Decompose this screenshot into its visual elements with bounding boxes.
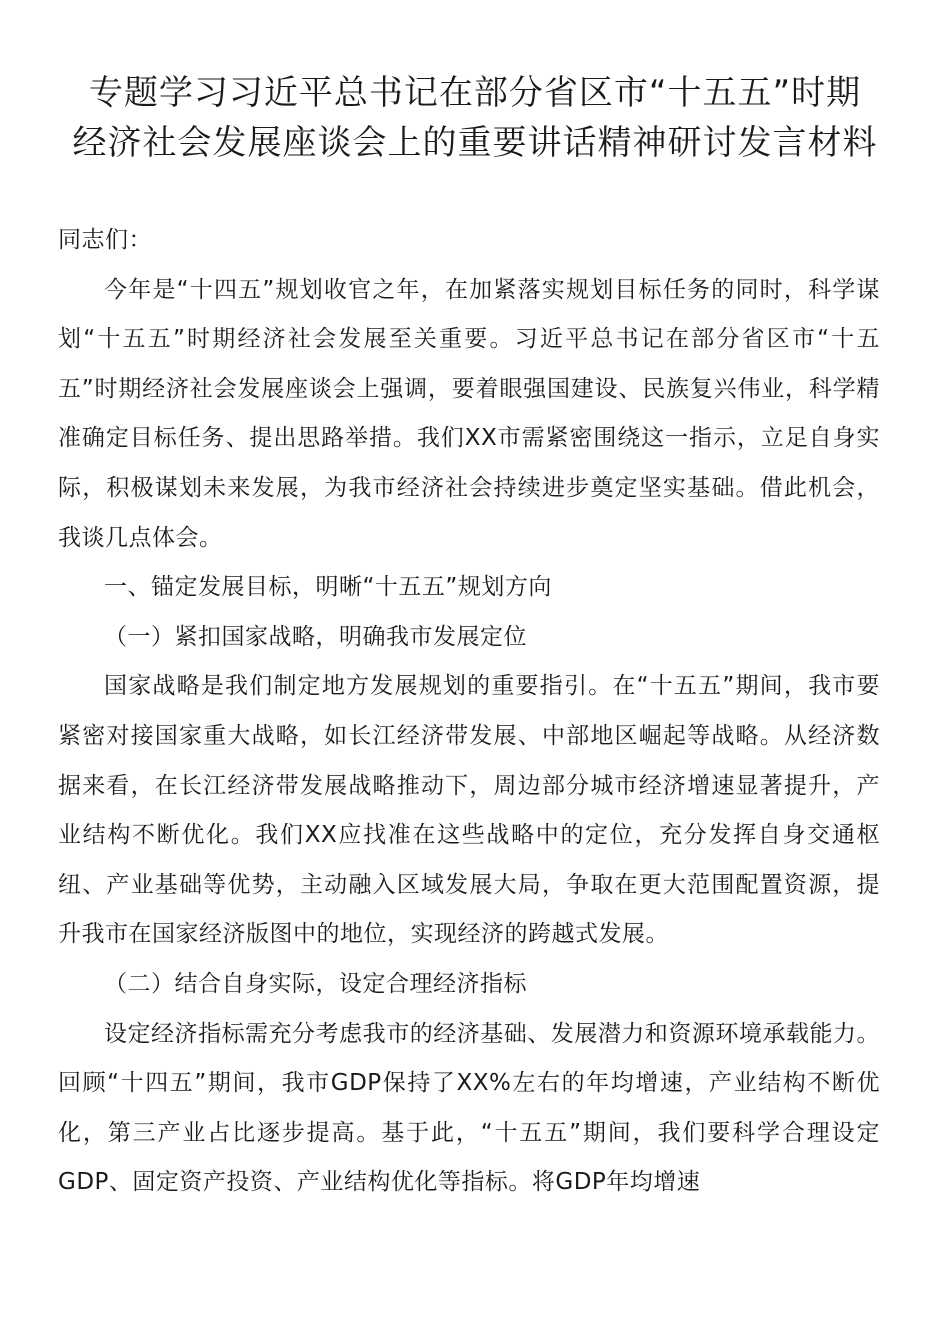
document-title bbox=[40, 68, 910, 168]
document-body bbox=[58, 216, 880, 1208]
paragraph-intro: 今年是“十四五”规划收官之年，在加紧落实规划目标任务的同时，科学谋划“十五五”时期经济社会发展至关重要。习近平总书记在部分省区市“十五五”时期经济社会发展座谈会上强调，要着眼强国建设、民族复兴伟业，科学精准确定目标任务、提出思路举措。我们XX市需紧密围绕这一指示，立足自身实际，积极谋划未来发展，为我市经济社会持续进步奠定坚实基础。借此机会，我谈几点体会。 bbox=[58, 276, 880, 551]
title-line-1: 专题学习习近平总书记在部分省区市“十五五”时期 bbox=[88, 73, 862, 113]
paragraph-economic-indicators: 设定经济指标需充分考虑我市的经济基础、发展潜力和资源环境承载能力。回顾“十四五”期间，我市GDP保持了XX%左右的年均增速，产业结构不断优化，第三产业占比逐步提高。基于此，“十五五”期间，我们要科学合理设定GDP、固定资产投资、产业结构优化等指标。将GDP年均增速 bbox=[58, 1020, 880, 1196]
paragraph-national-strategy: 国家战略是我们制定地方发展规划的重要指引。在“十五五”期间，我市要紧密对接国家重大战略，如长江经济带发展、中部地区崛起等战略。从经济数据来看，在长江经济带发展战略推动下，周边部分城市经济增速显著提升，产业结构不断优化。我们XX应找准在这些战略中的定位，充分发挥自身交通枢纽、产业基础等优势，主动融入区域发展大局，争取在更大范围配置资源，提升我市在国家经济版图中的地位，实现经济的跨越式发展。 bbox=[58, 673, 880, 948]
section-heading-1: 一、锚定发展目标，明晰“十五五”规划方向 bbox=[104, 574, 552, 601]
title-line-2: 经济社会发展座谈会上的重要讲话精神研讨发言材料 bbox=[72, 123, 878, 163]
subsection-heading-2: （二）结合自身实际，设定合理经济指标 bbox=[104, 970, 527, 997]
greeting: 同志们： bbox=[58, 227, 152, 253]
subsection-heading-1: （一）紧扣国家战略，明确我市发展定位 bbox=[104, 623, 527, 650]
